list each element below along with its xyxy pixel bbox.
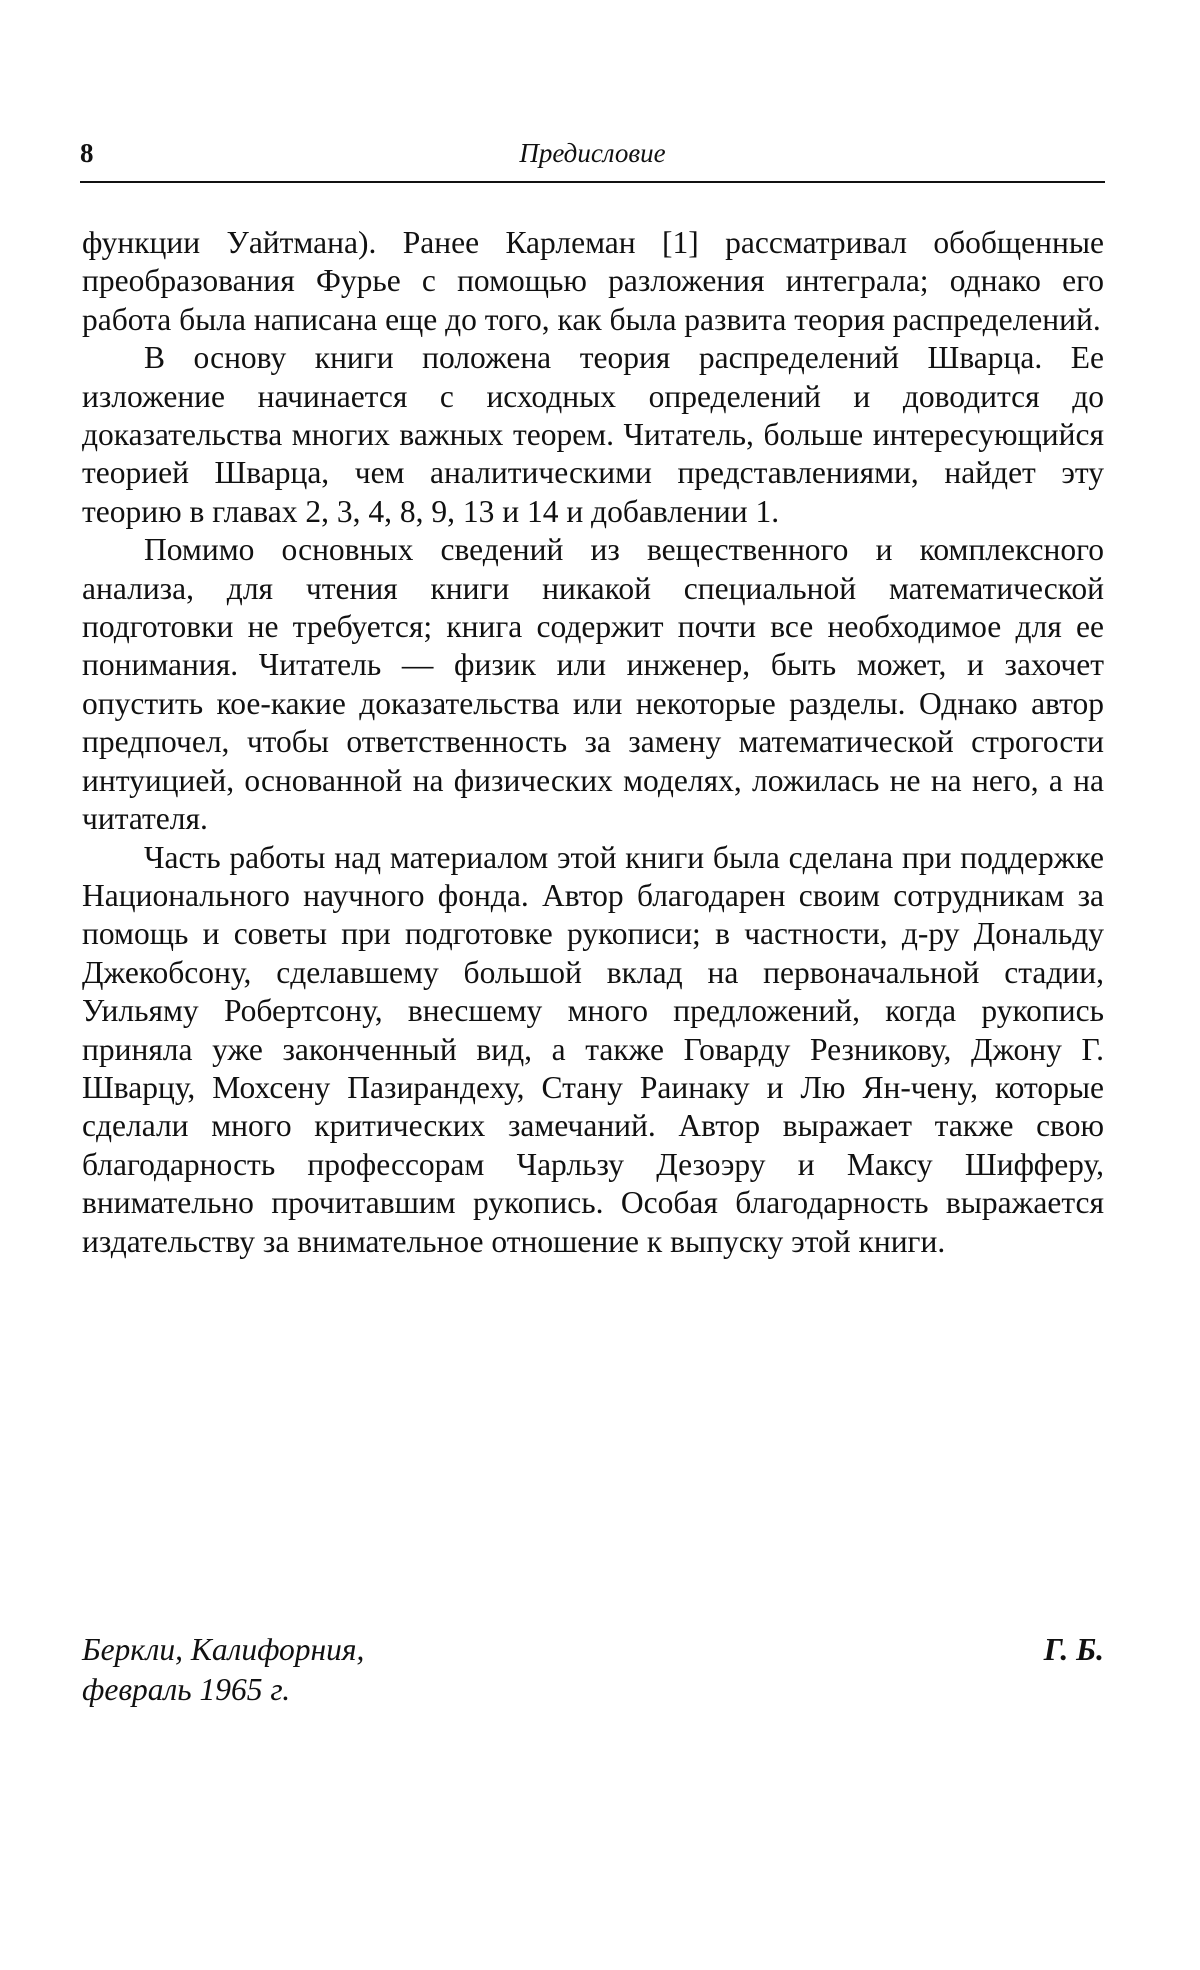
paragraph-prerequisites: Помимо основных сведений из вещественного и комплексного анализа, для чтения книги никакой специальной математической подготовки не требуется; книга содержит почти все необходимое для ее понимания. Читатель — физик или инженер, быть может, и захочет опустить кое-какие доказательства или некоторые разделы. Однако автор предпочел, чтобы ответственность за замену математической строгости интуицией, основанной на физических моделях, ложилась не на него, а на читателя.: [82, 532, 1104, 837]
body-text: [82, 224, 1104, 1261]
signature-date: февраль 1965 г.: [82, 1672, 291, 1707]
page-header: [80, 138, 1105, 178]
paragraph-schwartz-theory: В основу книги положена теория распределений Шварца. Ее изложение начинается с исходных определений и доводится до доказательства многих важных теорем. Читатель, больше интересующийся теорией Шварца, чем аналитическими представлениями, найдет эту теорию в главах 2, 3, 4, 8, 9, 13 и 14 и добавлении 1.: [82, 340, 1104, 529]
page-number: 8: [80, 138, 94, 168]
running-head: Предисловие: [519, 138, 666, 168]
signature-initials: Г. Б.: [1043, 1632, 1104, 1667]
header-rule: [80, 181, 1105, 183]
signature-block: [82, 1630, 1104, 1710]
signature-place: Беркли, Калифорния,: [82, 1632, 365, 1667]
paragraph-continuation: функции Уайтмана). Ранее Карлеман [1] рассматривал обобщенные преобразования Фурье с помощью разложения интеграла; однако его работа была написана еще до того, как была развита теория распределений.: [82, 225, 1104, 337]
paragraph-acknowledgements: Часть работы над материалом этой книги была сделана при поддержке Национального научного фонда. Автор благодарен своим сотрудникам за помощь и советы при подготовке рукописи; в частности, д-ру Дональду Джекобсону, сделавшему большой вклад на первоначальной стадии, Уильяму Робертсону, внесшему много предложений, когда рукопись приняла уже законченный вид, а также Говарду Резникову, Джону Г. Шварцу, Мохсену Пазирандеху, Стану Раинаку и Лю Ян-чену, которые сделали много критических замечаний. Автор выражает также свою благодарность профессорам Чарльзу Дезоэру и Максу Шифферу, внимательно прочитавшим рукопись. Особая благодарность выражается издательству за внимательное отношение к выпуску этой книги.: [82, 839, 1104, 1259]
